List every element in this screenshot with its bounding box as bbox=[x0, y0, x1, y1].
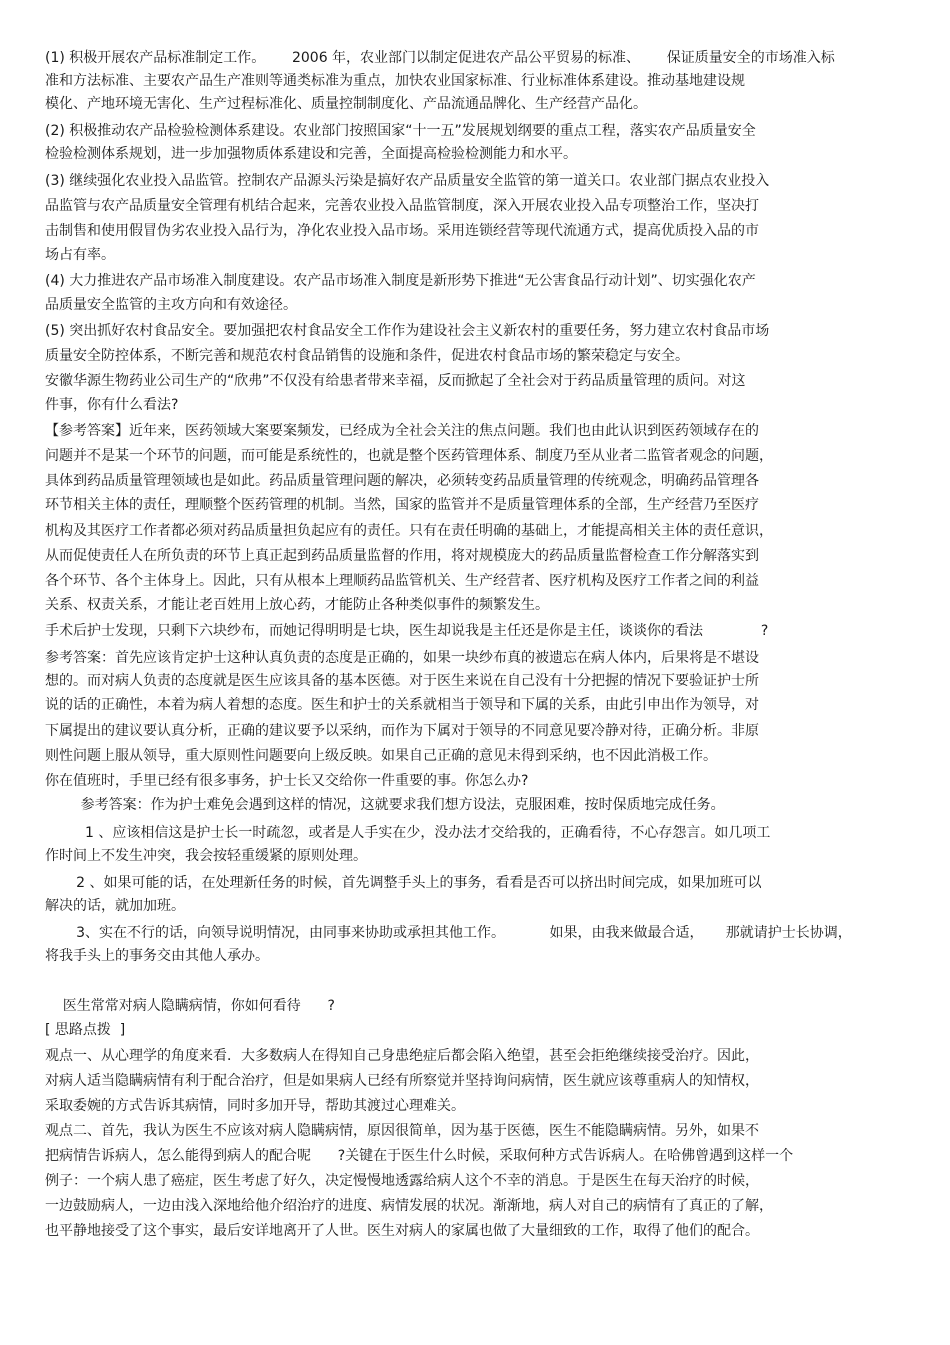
text-line: 下属提出的建议要认真分析，正确的建议要予以采纳，而作为下属对于领导的不同意见要冷静对待，正确分析。非原 bbox=[45, 723, 759, 739]
text-line: 品质量安全监管的主攻方向和有效途径。 bbox=[45, 297, 297, 313]
text-line: 模化、产地环境无害化、生产过程标准化、质量控制制度化、产品流通品牌化、生产经营产品化。 bbox=[45, 96, 647, 112]
text-line: 件事，你有什么看法? bbox=[45, 397, 179, 413]
text-line: (5) 突出抓好农村食品安全。要加强把农村食品安全工作作为建设社会主义新农村的重要任务，努力建立农村食品市场 bbox=[45, 323, 770, 339]
text-line: 具体到药品质量管理领域也是如此。药品质量管理问题的解决，必须转变药品质量管理的传统观念，明确药品管理各 bbox=[45, 473, 759, 489]
text-line: 击制售和使用假冒伪劣农业投入品行为，净化农业投入品市场。采用连锁经营等现代流通方式，提高优质投入品的市 bbox=[45, 223, 759, 239]
text-line: 一边鼓励病人，一边由浅入深地给他介绍治疗的进度、病情发展的状况。渐渐地，病人对自己的病情有了真正的了解， bbox=[45, 1198, 773, 1214]
text-line: 对病人适当隐瞒病情有利于配合治疗，但是如果病人已经有所察觉并坚持询问病情，医生就应该尊重病人的知情权， bbox=[45, 1073, 759, 1089]
text-line: 把病情告诉病人，怎么能得到病人的配合呢 ?关键在于医生什么时候，采取何种方式告诉病人。在哈佛曾遇到这样一个 bbox=[45, 1148, 794, 1164]
text-line: 则性问题上服从领导，重大原则性问题要向上级反映。如果自己正确的意见未得到采纳，也不因此消极工作。 bbox=[45, 748, 717, 764]
text-line: 场占有率。 bbox=[45, 247, 115, 263]
text-line: (4) 大力推进农产品市场准入制度建设。农产品市场准入制度是新形势下推进“无公害食品行动计划”、切实强化农产 bbox=[45, 273, 756, 289]
text-line: 【参考答案】近年来，医药领域大案要案频发，已经成为全社会关注的焦点问题。我们也由此认识到医药领域存在的 bbox=[45, 423, 759, 439]
text-line: 你在值班时，手里已经有很多事务，护士长又交给你一件重要的事。你怎么办? bbox=[45, 773, 529, 789]
text-line: (3) 继续强化农业投入品监管。控制农产品源头污染是搞好农产品质量安全监管的第一道关口。农业部门据点农业投入 bbox=[45, 173, 770, 189]
text-line: 将我手头上的事务交由其他人承办。 bbox=[45, 948, 269, 964]
text-line: 质量安全防控体系，不断完善和规范农村食品销售的设施和条件，促进农村食品市场的繁荣稳定与安全。 bbox=[45, 348, 689, 364]
text-line: 安徽华源生物药业公司生产的“欣弗”不仅没有给患者带来幸福，反而掀起了全社会对于药品质量管理的质问。对这 bbox=[45, 373, 746, 389]
text-line: 准和方法标准、主要农产品生产准则等通类标准为重点，加快农业国家标准、行业标准体系建设。推动基地建设规 bbox=[45, 73, 745, 89]
text-line: 1 、应该相信这是护士长一时疏忽，或者是人手实在少，没办法才交给我的，正确看待，不心存怨言。如几项工 bbox=[45, 825, 771, 841]
text-line: 观点一、从心理学的角度来看．大多数病人在得知自己身患绝症后都会陷入绝望，甚至会拒绝继续接受治疗。因此， bbox=[45, 1048, 759, 1064]
text-line: 采取委婉的方式告诉其病情，同时多加开导，帮助其渡过心理难关。 bbox=[45, 1098, 465, 1114]
text-line: 手术后护士发现，只剩下六块纱布，而她记得明明是七块，医生却说我是主任还是你是主任，谈谈你的看法 ? bbox=[45, 623, 769, 639]
text-line: 参考答案：作为护士难免会遇到这样的情况，这就要求我们想方设法，克服困难，按时保质地完成任务。 bbox=[45, 797, 725, 813]
text-line: 想的。而对病人负责的态度就是医生应该具备的基本医德。对于医生来说在自己没有十分把握的情况下要验证护士所 bbox=[45, 673, 759, 689]
text-line: 关系、权责关系，才能让老百姓用上放心药，才能防止各种类似事件的频繁发生。 bbox=[45, 597, 549, 613]
text-line: 医生常常对病人隐瞒病情，你如何看待 ? bbox=[45, 998, 335, 1014]
text-line: (2) 积极推动农产品检验检测体系建设。农业部门按照国家“十一五”发展规划纲要的重点工程，落实农产品质量安全 bbox=[45, 123, 756, 139]
text-line: 作时间上不发生冲突，我会按轻重缓紧的原则处理。 bbox=[45, 848, 367, 864]
text-line: [ 思路点拨 ] bbox=[45, 1022, 126, 1038]
text-line: 从而促使责任人在所负责的环节上真正起到药品质量监督的作用，将对规模庞大的药品质量监督检查工作分解落实到 bbox=[45, 548, 759, 564]
text-line: 例子：一个病人患了癌症，医生考虑了好久，决定慢慢地透露给病人这个不幸的消息。于是医生在每天治疗的时候， bbox=[45, 1173, 759, 1189]
text-line: 观点二、首先，我认为医生不应该对病人隐瞒病情，原因很简单，因为基于医德，医生不能隐瞒病情。另外，如果不 bbox=[45, 1123, 759, 1139]
text-line: 环节相关主体的责任，理顺整个医药管理的机制。当然，国家的监管并不是质量管理体系的全部，生产经营乃至医疗 bbox=[45, 497, 759, 513]
text-line: (1) 积极开展农产品标准制定工作。 2006 年，农业部门以制定促进农产品公平贸易的标准、 保证质量安全的市场准入标 bbox=[45, 50, 835, 66]
text-line: 解决的话，就加加班。 bbox=[45, 898, 185, 914]
text-line: 也平静地接受了这个事实，最后安详地离开了人世。医生对病人的家属也做了大量细致的工作，取得了他们的配合。 bbox=[45, 1223, 759, 1239]
text-line: 机构及其医疗工作者都必须对药品质量担负起应有的责任。只有在责任明确的基础上，才能提高相关主体的责任意识， bbox=[45, 523, 773, 539]
text-line: 2 、如果可能的话，在处理新任务的时候，首先调整手头上的事务，看看是否可以挤出时间完成，如果加班可以 bbox=[45, 875, 762, 891]
text-line: 说的话的正确性，本着为病人着想的态度。医生和护士的关系就相当于领导和下属的关系，由此引申出作为领导，对 bbox=[45, 697, 759, 713]
text-line: 3、实在不行的话，向领导说明情况，由同事来协助或承担其他工作。 如果，由我来做最合适， 那就请护士长协调， bbox=[45, 925, 852, 941]
text-line: 品监管与农产品质量安全管理有机结合起来，完善农业投入品监管制度，深入开展农业投入品专项整治工作，坚决打 bbox=[45, 198, 759, 214]
text-line: 检验检测体系规划，进一步加强物质体系建设和完善，全面提高检验检测能力和水平。 bbox=[45, 146, 577, 162]
text-line: 各个环节、各个主体身上。因此，只有从根本上理顺药品监管机关、生产经营者、医疗机构及医疗工作者之间的利益 bbox=[45, 573, 759, 589]
text-line: 参考答案：首先应该肯定护士这种认真负责的态度是正确的，如果一块纱布真的被遗忘在病人体内，后果将是不堪设 bbox=[45, 650, 759, 666]
text-line: 问题并不是某一个环节的问题，而可能是系统性的，也就是整个医药管理体系、制度乃至从业者二监管者观念的问题， bbox=[45, 448, 773, 464]
